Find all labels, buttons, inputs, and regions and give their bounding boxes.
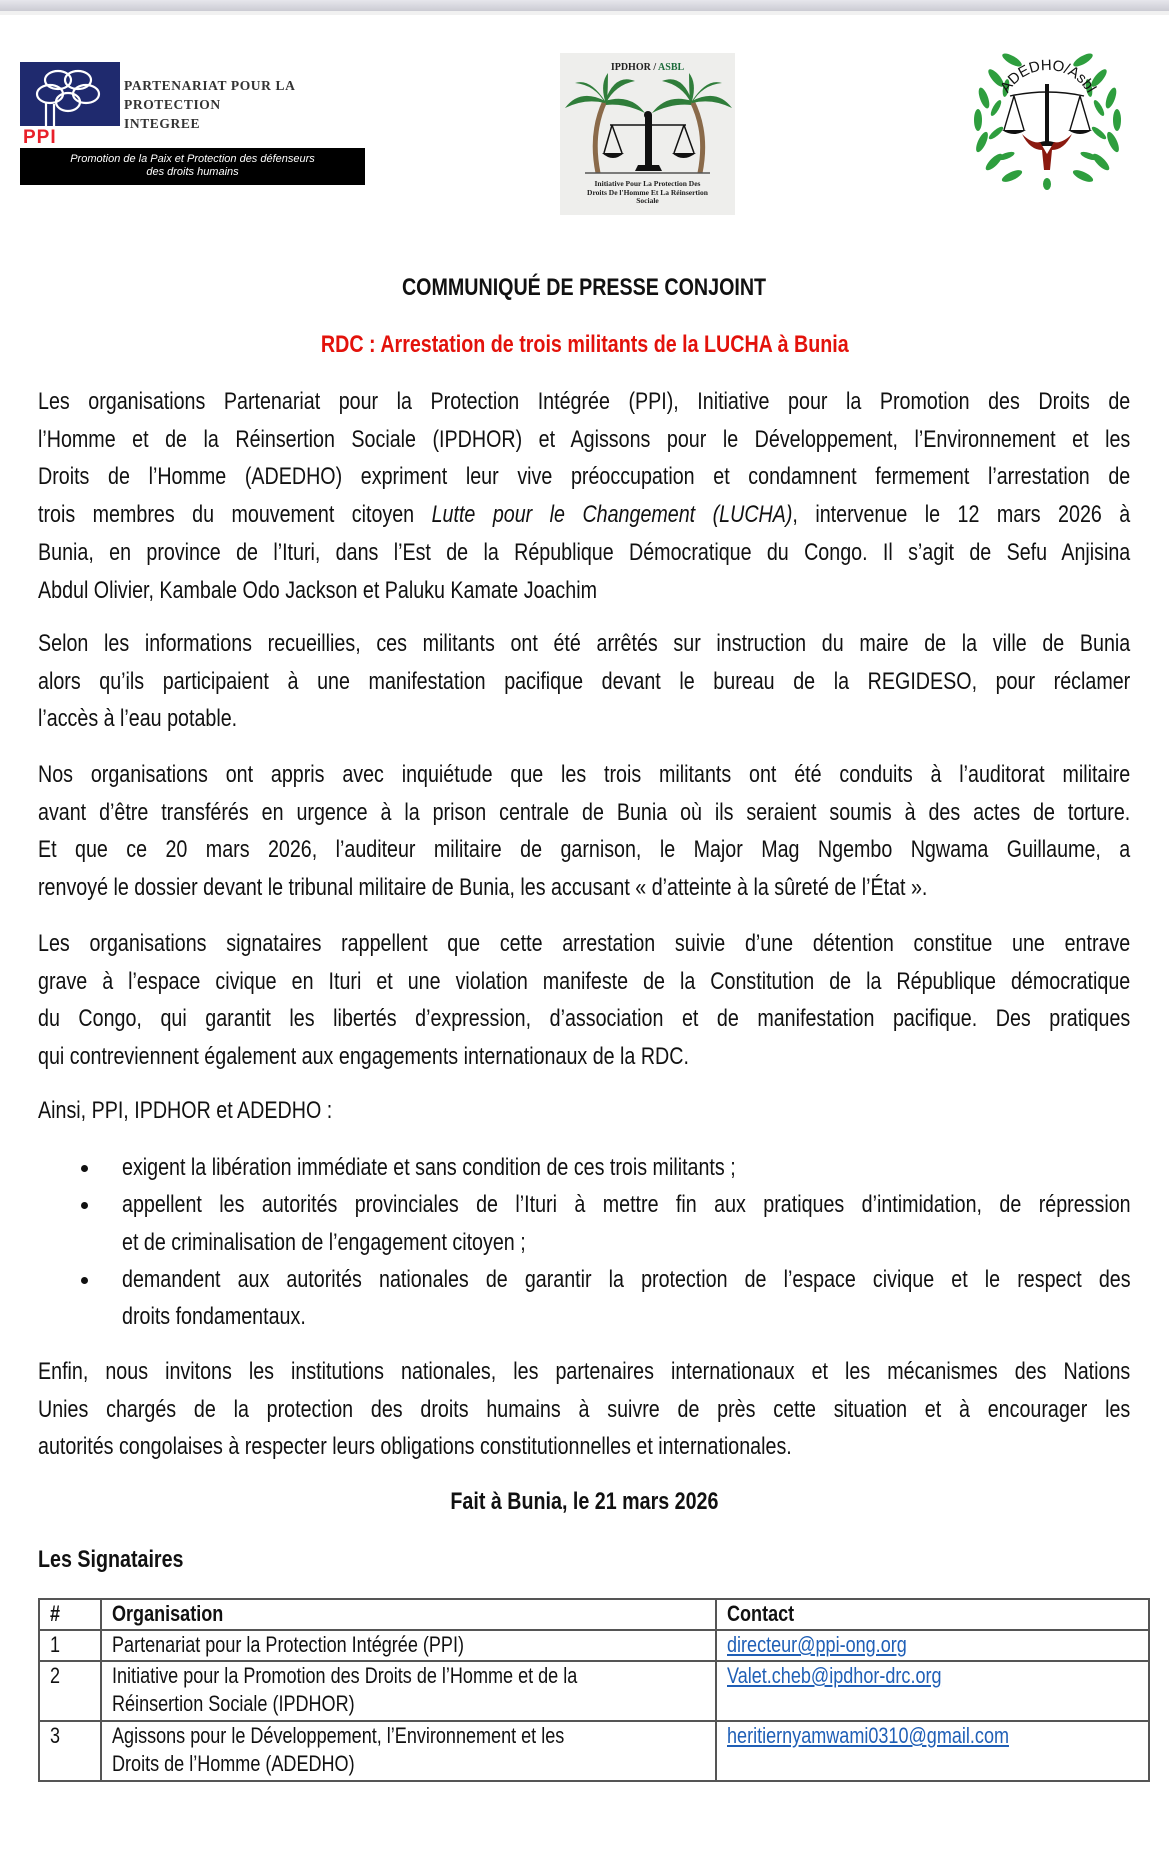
place-date-text: Fait à Bunia, le 21 mars 2026 <box>450 1488 719 1515</box>
document-title <box>0 331 1169 359</box>
contact-email-link[interactable]: heritiernyamwami0310@gmail.com <box>727 1723 1010 1748</box>
text-line <box>38 576 1169 606</box>
text-line <box>122 1190 1169 1220</box>
text-line-content: exigent la libération immédiate et sans condition de ces trois militants ; <box>122 1154 736 1181</box>
text-line <box>38 1004 1169 1034</box>
text-line <box>38 1357 1169 1387</box>
text-line-content: avant d’être transférés en urgence à la prison centrale de Bunia où ils seraient soumis à des actes de torture. <box>38 798 1131 826</box>
bullet-icon <box>81 1202 88 1209</box>
text-line <box>38 704 1169 734</box>
ipdhor-caption-line: Initiative Pour La Protection Des <box>594 179 701 188</box>
row-contact-cell <box>716 1661 1149 1721</box>
row-number: 3 <box>50 1723 61 1748</box>
header-cell-number <box>39 1599 101 1630</box>
row-number-cell <box>39 1630 101 1661</box>
place-date <box>0 1488 1169 1516</box>
ppi-logo <box>20 62 366 186</box>
text-line <box>38 835 1169 865</box>
text-line <box>122 1228 1169 1258</box>
ppi-tagline-line: Promotion de la Paix et Protection des défenseurs <box>70 153 315 165</box>
text-line <box>122 1265 1169 1295</box>
text-line <box>38 760 1169 790</box>
text-line <box>122 1302 1169 1332</box>
organisation-name-line: Partenariat pour la Protection Intégrée (PPI) <box>112 1632 464 1657</box>
top-toolbar-strip <box>0 0 1169 11</box>
ppi-tagline-band <box>20 148 365 185</box>
ppi-tagline-line: des droits humains <box>146 166 239 178</box>
bullet-icon <box>81 1277 88 1284</box>
table-header-row <box>39 1599 1149 1630</box>
text-line-content: alors qu’ils participaient à une manifestation pacifique devant le bureau de la REGIDESO, pour réclamer <box>38 667 1131 695</box>
ppi-name-line: PROTECTION <box>124 97 221 112</box>
signatories-heading-text: Les Signataires <box>38 1546 184 1573</box>
ppi-acronym: PPI <box>23 127 57 148</box>
text-segment: , intervenue le 12 mars 2026 à <box>792 501 1131 529</box>
row-organisation-cell <box>101 1630 716 1661</box>
row-contact-cell <box>716 1721 1149 1781</box>
text-line <box>38 667 1169 697</box>
header-cell-organisation <box>101 1599 716 1630</box>
document-title-text: RDC : Arrestation de trois militants de la LUCHA à Bunia <box>320 331 849 358</box>
table-row <box>39 1630 1149 1661</box>
text-line-content: Les organisations Partenariat pour la Protection Intégrée (PPI), Initiative pour la Promotion des Droits de <box>38 388 1131 415</box>
ppi-name-line: PARTENARIAT POUR LA <box>124 78 296 93</box>
flower-emblem-icon <box>20 62 120 126</box>
text-line <box>38 1432 1169 1462</box>
text-line-content: droits fondamentaux. <box>122 1303 306 1331</box>
text-line <box>38 873 1169 903</box>
text-line <box>38 500 1169 530</box>
text-line <box>38 798 1169 828</box>
organisation-name-line: Agissons pour le Développement, l’Environnement et les <box>112 1723 565 1748</box>
ipdhor-logo <box>560 53 735 215</box>
text-line <box>38 1042 1169 1072</box>
signatories-heading <box>38 1545 215 1575</box>
row-number-cell <box>39 1721 101 1781</box>
document-heading <box>0 274 1169 302</box>
text-line-content: Les organisations signataires rappellent que cette arrestation suivie d’une détention constitue une entrave <box>38 930 1131 957</box>
signatories-table <box>38 1598 1150 1782</box>
text-line-content: Unies chargés de la protection des droits humains à suivre de près cette situation et à encourager les <box>38 1395 1131 1423</box>
header-number-text: # <box>50 1601 61 1626</box>
ppi-name-text <box>124 76 295 133</box>
text-line-content: Nos organisations ont appris avec inquiétude que les trois militants ont été conduits à l’auditorat militaire <box>38 761 1131 788</box>
text-segment: trois membres du mouvement citoyen <box>38 501 432 529</box>
document-heading-text: COMMUNIQUÉ DE PRESSE CONJOINT <box>402 274 767 301</box>
ipdhor-caption-line: Droits De l'Homme Et La Réinsertion <box>587 187 708 197</box>
text-line-content: grave à l’espace civique en Ituri et une violation manifeste de la Constitution de la République démocratique <box>38 967 1131 995</box>
text-line-content: renvoyé le dossier devant le tribunal militaire de Bunia, les accusant « d’atteinte à la sûreté de l’État ». <box>38 874 928 902</box>
header-organisation-text: Organisation <box>112 1601 224 1626</box>
text-line <box>38 1096 1169 1126</box>
row-contact-cell <box>716 1630 1149 1661</box>
bullet-icon <box>81 1165 88 1172</box>
ipdhor-title-suffix: ASBL <box>658 62 685 73</box>
text-line <box>38 462 1169 492</box>
text-line-content: appellent les autorités provinciales de l’Ituri à mettre fin aux pratiques d’intimidation, de répression <box>122 1191 1131 1219</box>
text-line <box>38 967 1169 997</box>
organisation-name-line: Réinsertion Sociale (IPDHOR) <box>112 1691 355 1716</box>
organisation-name-line: Initiative pour la Promotion des Droits de l’Homme et de la <box>112 1663 578 1688</box>
text-line-content: Selon les informations recueillies, ces militants ont été arrêtés sur instruction du maire de la ville de Bunia <box>38 630 1131 657</box>
table-row <box>39 1721 1149 1781</box>
text-line-content: et de criminalisation de l’engagement citoyen ; <box>122 1228 526 1256</box>
text-line-content: Et que ce 20 mars 2026, l’auditeur militaire de garnison, le Major Mag Ngembo Ngwama Guillaume, a <box>38 836 1131 864</box>
row-number: 2 <box>50 1663 61 1688</box>
contact-email-link[interactable]: Valet.cheb@ipdhor-drc.org <box>727 1663 942 1688</box>
text-line <box>38 538 1169 568</box>
text-line-content: Bunia, en province de l’Ituri, dans l’Est de la République Démocratique du Congo. Il s’agit de Sefu Anjisina <box>38 538 1131 566</box>
header-cell-contact <box>716 1599 1149 1630</box>
row-organisation-cell <box>101 1721 716 1781</box>
text-line-content: du Congo, qui garantit les libertés d’expression, d’association et de manifestation pacifique. Des pratiques <box>38 1005 1131 1033</box>
text-line-content: Abdul Olivier, Kambale Odo Jackson et Paluku Kamate Joachim <box>38 576 597 604</box>
text-line-content: Droits de l’Homme (ADEDHO) expriment leur vive préoccupation et condamnent fermement l’arrestation de <box>38 463 1131 491</box>
text-line-content: qui contreviennent également aux engagements internationaux de la RDC. <box>38 1043 689 1071</box>
text-line-content: demandent aux autorités nationales de garantir la protection de l’espace civique et le respect des <box>122 1265 1131 1293</box>
text-line-content: l’accès à l’eau potable. <box>38 705 238 733</box>
text-line <box>38 425 1169 455</box>
row-organisation-cell <box>101 1661 716 1721</box>
row-number-cell <box>39 1661 101 1721</box>
text-line <box>38 929 1169 959</box>
text-line-content: autorités congolaises à respecter leurs obligations constitutionnelles et internationales. <box>38 1433 792 1461</box>
text-line <box>38 1395 1169 1425</box>
adedho-ring-text: ADEDHO/Asbl <box>996 56 1100 96</box>
adedho-logo <box>970 38 1125 190</box>
header-contact-text: Contact <box>727 1601 795 1626</box>
contact-email-link[interactable]: directeur@ppi-ong.org <box>727 1632 907 1657</box>
text-line <box>122 1153 1169 1183</box>
organisation-name-line: Droits de l’Homme (ADEDHO) <box>112 1751 355 1776</box>
ppi-name-line: INTEGREE <box>124 116 201 131</box>
ppi-emblem-square <box>20 62 120 126</box>
ipdhor-title-sep: / <box>650 62 659 73</box>
ipdhor-title-main: IPDHOR <box>610 62 651 73</box>
toolbar-divider <box>0 11 1169 15</box>
text-line-content: Enfin, nous invitons les institutions nationales, les partenaires internationaux et les mécanismes des Nations <box>38 1358 1131 1385</box>
ipdhor-caption-line: Sociale <box>636 196 659 205</box>
text-line-content: l’Homme et de la Réinsertion Sociale (IPDHOR) et Agissons pour le Développement, l’Environnement et les <box>38 425 1131 453</box>
text-line-content: Ainsi, PPI, IPDHOR et ADEDHO : <box>38 1097 333 1124</box>
text-line <box>38 387 1169 417</box>
table-row <box>39 1661 1149 1721</box>
movement-name-italic: Lutte pour le Changement (LUCHA) <box>431 501 793 529</box>
laurel-scales-hands-icon <box>970 38 1125 190</box>
text-line <box>38 629 1169 659</box>
text-line-content <box>38 500 1130 530</box>
row-number: 1 <box>50 1632 61 1657</box>
ipdhor-logo-caption <box>560 180 735 206</box>
